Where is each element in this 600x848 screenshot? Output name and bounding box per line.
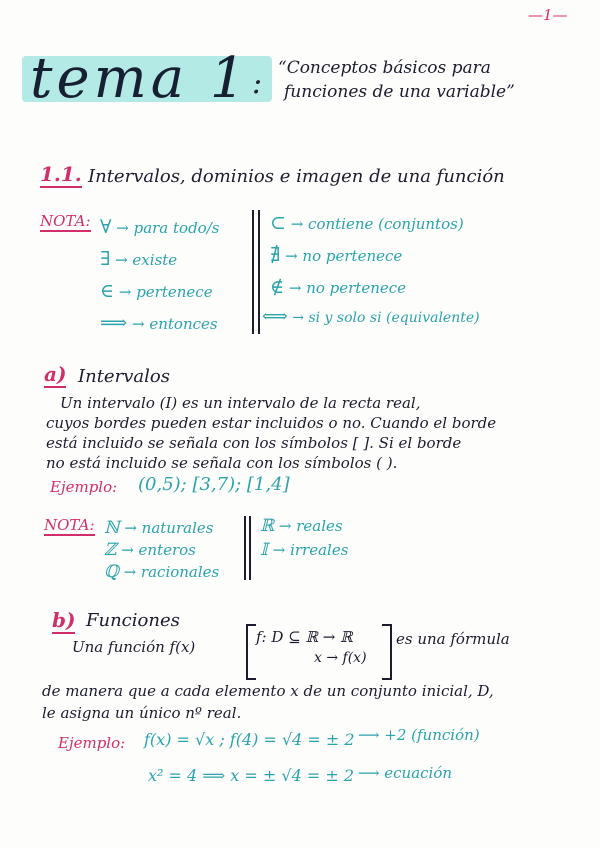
nota1-divider	[258, 210, 260, 334]
nota2-left-text: → enteros	[121, 541, 196, 559]
nota1-right-item	[262, 306, 480, 327]
nota2-right-text: → irreales	[272, 541, 349, 559]
nota2-divider	[249, 516, 251, 580]
section-a-text-line: Un intervalo (I) es un intervalo de la recta real,	[60, 394, 421, 412]
nota1-left-symbol: ∃	[100, 248, 111, 270]
title-word: tema 1	[30, 46, 250, 111]
nota1-left-item	[100, 312, 218, 334]
section-a-heading: Intervalos	[78, 366, 170, 387]
nota1-label: NOTA:	[40, 212, 91, 230]
nota2-left-item	[104, 562, 219, 582]
nota1-left-text: → entonces	[132, 315, 218, 333]
nota1-right-symbol: ⊂	[270, 212, 286, 234]
nota1-right-symbol: ∄	[270, 244, 281, 266]
section-b-example1: f(x) = √x ; f(4) = √4 = ± 2	[144, 730, 355, 749]
nota1-right-text: → contiene (conjuntos)	[290, 215, 464, 233]
section-b-letter: b)	[52, 608, 76, 632]
nota1-right-item	[270, 244, 402, 266]
title-subtitle-line1: “Conceptos básicos para	[278, 58, 491, 78]
nota2-left-symbol: ℕ	[104, 518, 120, 538]
nota1-right-symbol: ∉	[270, 276, 285, 298]
nota1-left-text: → pertenece	[118, 283, 213, 301]
nota1-right-symbol: ⟺	[262, 306, 288, 327]
section-heading: Intervalos, dominios e imagen de una función	[88, 166, 505, 187]
section-b-intro: Una función f(x)	[72, 638, 196, 656]
matrix-bracket-left	[246, 624, 256, 680]
nota1-divider	[252, 210, 254, 334]
section-b-line: de manera que a cada elemento x de un conjunto inicial, D,	[42, 682, 494, 700]
nota1-left-symbol: ∈	[100, 280, 115, 302]
section-a-example-label: Ejemplo:	[50, 478, 118, 496]
section-b-example2: x² = 4 ⟹ x = ± √4 = ± 2	[148, 766, 355, 785]
section-b-example1-arrow: ⟶ +2 (función)	[358, 726, 480, 744]
nota1-left-item	[100, 248, 177, 270]
nota1-left-item	[100, 280, 213, 302]
matrix-line1: f: D ⊆ ℝ → ℝ	[256, 628, 353, 646]
section-number: 1.1.	[40, 162, 82, 186]
section-a-text-line: no está incluido se señala con los símbolos ( ).	[46, 454, 398, 472]
title-subtitle-line2: funciones de una variable”	[284, 82, 515, 102]
nota2-right-item	[260, 540, 348, 560]
nota1-left-symbol: ⟹	[100, 312, 128, 334]
section-a-text-line: está incluido se señala con los símbolos [ ]. Si el borde	[46, 434, 462, 452]
nota2-right-symbol: 𝕀	[260, 540, 268, 560]
nota1-left-text: → existe	[115, 251, 178, 269]
section-a-text-line: cuyos bordes pueden estar incluidos o no. Cuando el borde	[46, 414, 497, 432]
section-b-heading: Funciones	[86, 610, 180, 631]
nota2-left-symbol: ℤ	[104, 540, 117, 560]
title-colon: :	[252, 66, 263, 101]
nota2-left-text: → naturales	[124, 519, 214, 537]
nota2-label: NOTA:	[44, 516, 95, 534]
nota1-right-text: → no pertenece	[285, 247, 403, 265]
nota2-right-symbol: ℝ	[260, 516, 275, 536]
section-a-letter: a)	[44, 362, 67, 386]
nota1-right-item	[270, 276, 406, 298]
nota2-left-text: → racionales	[123, 563, 220, 581]
nota2-left-item	[104, 540, 196, 560]
nota1-left-text: → para todo/s	[116, 219, 220, 237]
nota1-left-item	[100, 216, 219, 238]
nota1-left-symbol: ∀	[100, 216, 112, 238]
nota2-left-symbol: ℚ	[104, 562, 119, 582]
section-b-line: le asigna un único nº real.	[42, 704, 242, 722]
nota2-divider	[244, 516, 246, 580]
nota2-left-item	[104, 518, 213, 538]
section-a-example-value: (0,5); [3,7); [1,4]	[138, 474, 290, 495]
section-b-example2-arrow: ⟶ ecuación	[358, 764, 453, 782]
nota1-right-item	[270, 212, 464, 234]
section-b-after: es una fórmula	[396, 630, 510, 648]
nota1-right-text: → no pertenece	[288, 279, 407, 297]
nota1-right-text: → si y solo si (equivalente)	[292, 310, 480, 326]
page-number: —1—	[528, 6, 568, 24]
matrix-bracket-right	[382, 624, 392, 680]
matrix-line2: x → f(x)	[314, 650, 367, 666]
nota2-right-text: → reales	[278, 517, 343, 535]
nota2-right-item	[260, 516, 343, 536]
section-b-example-label: Ejemplo:	[58, 734, 126, 752]
